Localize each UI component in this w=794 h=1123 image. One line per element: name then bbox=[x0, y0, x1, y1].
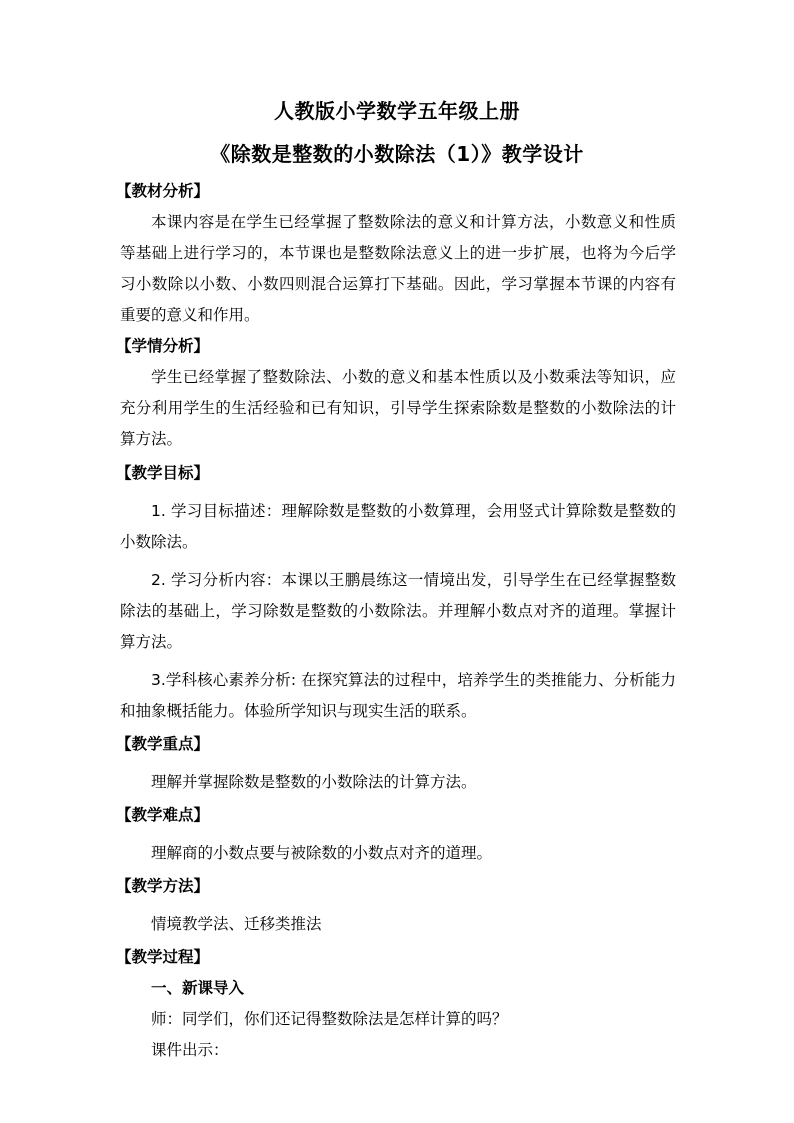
section-heading-methods: 【教学方法】 bbox=[116, 877, 210, 895]
section-heading-students: 【学情分析】 bbox=[116, 337, 210, 355]
process-step-heading: 一、新课导入 bbox=[151, 979, 245, 997]
teacher-question: 师：同学们，你们还记得整数除法是怎样计算的吗？ bbox=[151, 1010, 508, 1028]
section-heading-difficulties: 【教学难点】 bbox=[116, 806, 210, 824]
difficulties-text: 理解商的小数点要与被除数的小数点对齐的道理。 bbox=[151, 844, 493, 862]
goal-item: 3.学科核心素养分析: 在探究算法的过程中，培养学生的类推能力、分析能力和抽象概括能力。体验所学知识与现实生活的联系。 bbox=[120, 671, 676, 720]
section-heading-material: 【教材分析】 bbox=[116, 182, 210, 200]
key-points-text: 理解并掌握除数是整数的小数除法的计算方法。 bbox=[151, 773, 477, 791]
section-heading-goals: 【教学目标】 bbox=[116, 464, 210, 482]
section-heading-key-points: 【教学重点】 bbox=[116, 735, 210, 753]
section-heading-process: 【教学过程】 bbox=[116, 948, 210, 966]
student-analysis-text: 学生已经掌握了整数除法、小数的意义和基本性质以及小数乘法等知识，应充分利用学生的生活经验和已有知识，引导学生探索除数是整数的小数除法的计算方法。 bbox=[120, 368, 676, 448]
document-body bbox=[116, 176, 676, 1066]
goal-item: 1. 学习目标描述：理解除数是整数的小数算理，会用竖式计算除数是整数的小数除法。 bbox=[120, 502, 676, 551]
document-title: 人教版小学数学五年级上册 bbox=[274, 99, 520, 123]
methods-text: 情境教学法、迁移类推法 bbox=[151, 915, 322, 933]
goal-item: 2. 学习分析内容：本课以王鹏晨练这一情境出发，引导学生在已经掌握整数除法的基础上，学习除数是整数的小数除法。并理解小数点对齐的道理。掌握计算方法。 bbox=[120, 571, 676, 651]
document-subtitle: 《除数是整数的小数除法（1）》教学设计 bbox=[210, 142, 584, 166]
courseware-label: 课件出示： bbox=[151, 1041, 229, 1059]
material-analysis-text: 本课内容是在学生已经掌握了整数除法的意义和计算方法，小数意义和性质等基础上进行学习的，本节课也是整数除法意义上的进一步扩展，也将为今后学习小数除以小数、小数四则混合运算打下基础。因此，学习掌握本节课的内容有重要的意义和作用。 bbox=[120, 213, 676, 324]
